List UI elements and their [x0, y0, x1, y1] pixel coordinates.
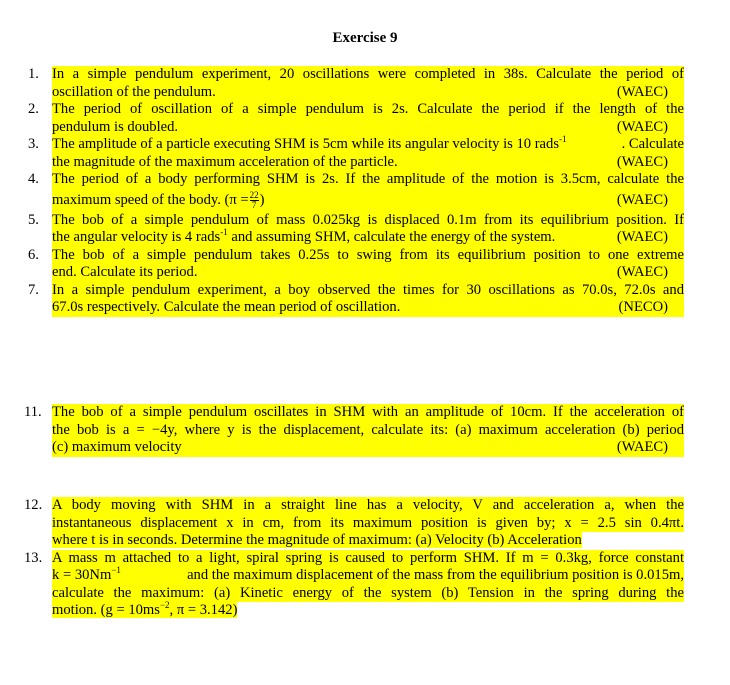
question-text: and the maximum displacement of the mass from the equilibrium position is 0.015m,: [187, 567, 684, 583]
question-number: 5.: [28, 211, 39, 228]
source-label: (WAEC): [616, 229, 668, 245]
question-text: the bob is a = −4y, where y is the displacement, calculate its: (a) maximum acceleration (b) period: [52, 421, 684, 438]
question-text: where t is in seconds. Determine the magnitude of maximum: (a) Velocity (b) Acceleration: [52, 532, 582, 548]
question-number: 7.: [28, 281, 39, 298]
question-text: A body moving with SHM in a straight line has a velocity, V and acceleration a, when the: [52, 497, 684, 513]
question-text: The amplitude of a particle executing SHM is 5cm while its angular velocity is 10 rads: [52, 136, 560, 152]
source-label: (NECO): [618, 299, 668, 315]
question-text: The period of a body performing SHM is 2s. If the amplitude of the motion is 3.5cm, calculate the: [52, 171, 684, 187]
source-label: (WAEC): [616, 264, 668, 280]
question-text: ): [259, 191, 265, 208]
question-6: [24, 247, 684, 282]
source-label: (WAEC): [616, 83, 668, 100]
question-text: , π = 3.142): [169, 602, 238, 618]
question-text: calculate the maximum: (a) Kinetic energy of the system (b) Tension in the spring during the: [52, 584, 684, 601]
page-title: Exercise 9: [332, 30, 398, 46]
question-list-a: [24, 66, 684, 317]
question-text: 67.0s respectively. Calculate the mean period of oscillation.: [52, 299, 401, 315]
question-11: [24, 404, 684, 457]
source-label: (WAEC): [616, 191, 668, 208]
superscript: −1: [111, 565, 121, 576]
question-number: 2.: [28, 101, 39, 117]
question-text: The bob of a simple pendulum oscillates in SHM with an amplitude of 10cm. If the acceleration of: [52, 404, 684, 420]
question-5: [24, 212, 684, 247]
question-text: instantaneous displacement x in cm, from its maximum position is given by; x = 2.5 sin 0.4πt.: [52, 514, 684, 531]
question-text: The bob of a simple pendulum takes 0.25s to swing from its equilibrium position to one extreme: [52, 246, 684, 263]
question-13: [24, 550, 684, 620]
question-number: 3.: [28, 136, 39, 152]
question-text: and assuming SHM, calculate the energy of the system.: [227, 229, 556, 245]
superscript: -1: [559, 134, 567, 145]
question-number: 6.: [28, 246, 39, 263]
superscript: −2: [159, 600, 170, 611]
question-number: 11.: [24, 404, 42, 420]
question-text: maximum speed of the body. (π =: [52, 191, 249, 208]
question-12: [24, 497, 684, 550]
question-text: (c) maximum velocity: [52, 439, 182, 455]
question-text: the magnitude of the maximum acceleration of the particle.: [52, 153, 398, 170]
question-2: [24, 101, 684, 136]
question-list-b: [24, 404, 684, 457]
question-text: motion. (g = 10ms: [52, 602, 160, 618]
question-text: The period of oscillation of a simple pendulum is 2s. Calculate the period if the length of the: [52, 101, 684, 117]
question-list-c: [24, 497, 684, 620]
question-number: 4.: [28, 171, 39, 187]
question-text: . Calculate: [621, 136, 684, 152]
superscript: -1: [220, 227, 228, 238]
question-text: pendulum is doubled.: [52, 118, 179, 135]
question-4: [24, 171, 684, 212]
source-label: (WAEC): [616, 118, 668, 135]
question-number: 13.: [24, 549, 43, 566]
question-number: 1.: [28, 66, 39, 82]
source-label: (WAEC): [616, 439, 668, 455]
question-text: In a simple pendulum experiment, a boy observed the times for 30 oscillations as 70.0s, 72.0s and: [52, 281, 684, 298]
question-number: 12.: [24, 497, 43, 513]
fraction-denominator: 7: [250, 200, 259, 210]
question-7: [24, 282, 684, 317]
fraction-numerator: 22: [249, 189, 259, 200]
question-text: the angular velocity is 4 rads: [52, 229, 221, 245]
question-text: k = 30Nm: [52, 567, 112, 583]
question-3: [24, 136, 684, 171]
pi-fraction: [250, 191, 259, 210]
question-text: The bob of a simple pendulum of mass 0.025kg is displaced 0.1m from its equilibrium position. If: [52, 211, 684, 228]
question-text: end. Calculate its period.: [52, 264, 198, 280]
question-text: A mass m attached to a light, spiral spring is caused to perform SHM. If m = 0.3kg, force constant: [52, 549, 684, 566]
source-label: (WAEC): [616, 153, 668, 170]
question-1: [24, 66, 684, 101]
question-text: In a simple pendulum experiment, 20 oscillations were completed in 38s. Calculate the period of: [52, 66, 684, 82]
question-text: oscillation of the pendulum.: [52, 83, 216, 100]
